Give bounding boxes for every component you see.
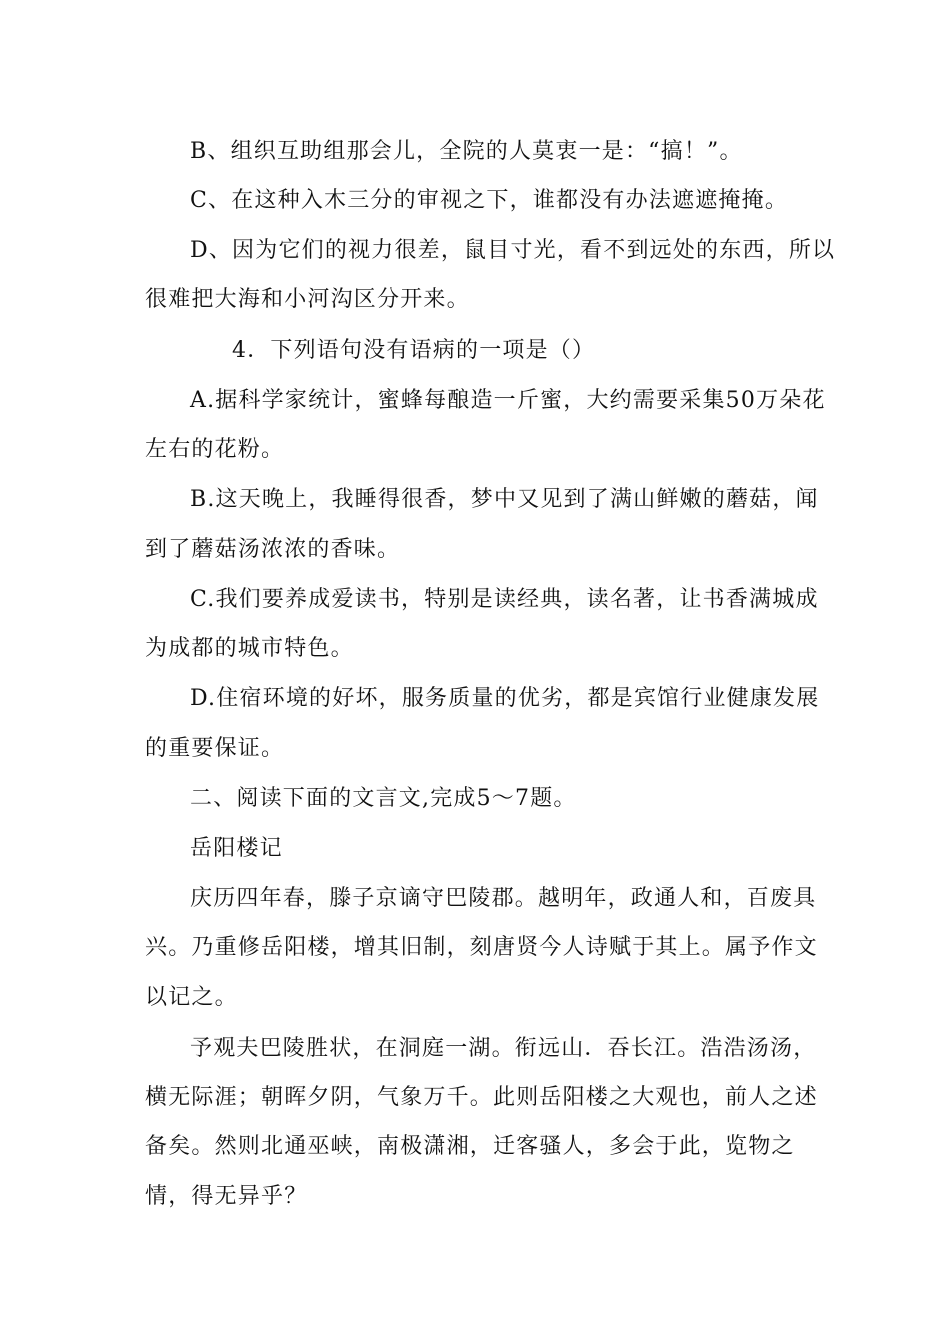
passage-p1-line-2: 兴。乃重修岳阳楼，增其旧制，刻唐贤今人诗赋于其上。属予作文 [145, 935, 818, 960]
passage-title: 岳阳楼记 [190, 836, 283, 861]
q4-option-d-line-1: D.住宿环境的好坏，服务质量的优劣，都是宾馆行业健康发展 [190, 686, 820, 711]
option-c-line: C、在这种入木三分的审视之下，谁都没有办法遮遮掩掩。 [190, 188, 789, 213]
q4-option-b-line-1: B.这天晚上，我睡得很香，梦中又见到了满山鲜嫩的蘑菇，闻 [190, 487, 819, 512]
passage-p2-line-3: 备矣。然则北通巫峡，南极潇湘，迁客骚人，多会于此，览物之 [145, 1134, 795, 1159]
q4-option-a-line-2: 左右的花粉。 [145, 437, 285, 462]
q4-option-c-line-1: C.我们要养成爱读书，特别是读经典，读名著，让书香满城成 [190, 587, 819, 612]
passage-p2-line-1: 予观夫巴陵胜状，在洞庭一湖。衔远山．吞长江。浩浩汤汤， [190, 1036, 817, 1061]
section-2-heading: 二、阅读下面的文言文,完成5～7题。 [190, 786, 577, 811]
q4-option-d-line-2: 的重要保证。 [145, 736, 285, 761]
q4-option-a-line-1: A.据科学家统计，蜜蜂每酿造一斤蜜，大约需要采集50万朵花 [190, 388, 826, 413]
q4-option-c-line-2: 为成都的城市特色。 [145, 636, 354, 661]
passage-p1-line-3: 以记之。 [145, 985, 238, 1010]
passage-p1-line-1: 庆历四年春，滕子京谪守巴陵郡。越明年，政通人和，百废具 [190, 886, 817, 911]
q4-option-b-line-2: 到了蘑菇汤浓浓的香味。 [145, 537, 401, 562]
question-4-title: 4．下列语句没有语病的一项是（） [232, 338, 596, 363]
passage-p2-line-2: 横无际涯；朝晖夕阴，气象万千。此则岳阳楼之大观也，前人之述 [145, 1085, 818, 1110]
option-d-line-2: 很难把大海和小河沟区分开来。 [145, 287, 470, 312]
option-d-line-1: D、因为它们的视力很差，鼠目寸光，看不到远处的东西，所以 [190, 238, 836, 263]
option-b-line: B、组织互助组那会儿，全院的人莫衷一是：“搞！”。 [190, 139, 743, 164]
passage-p2-line-4: 情，得无异乎？ [145, 1184, 308, 1209]
